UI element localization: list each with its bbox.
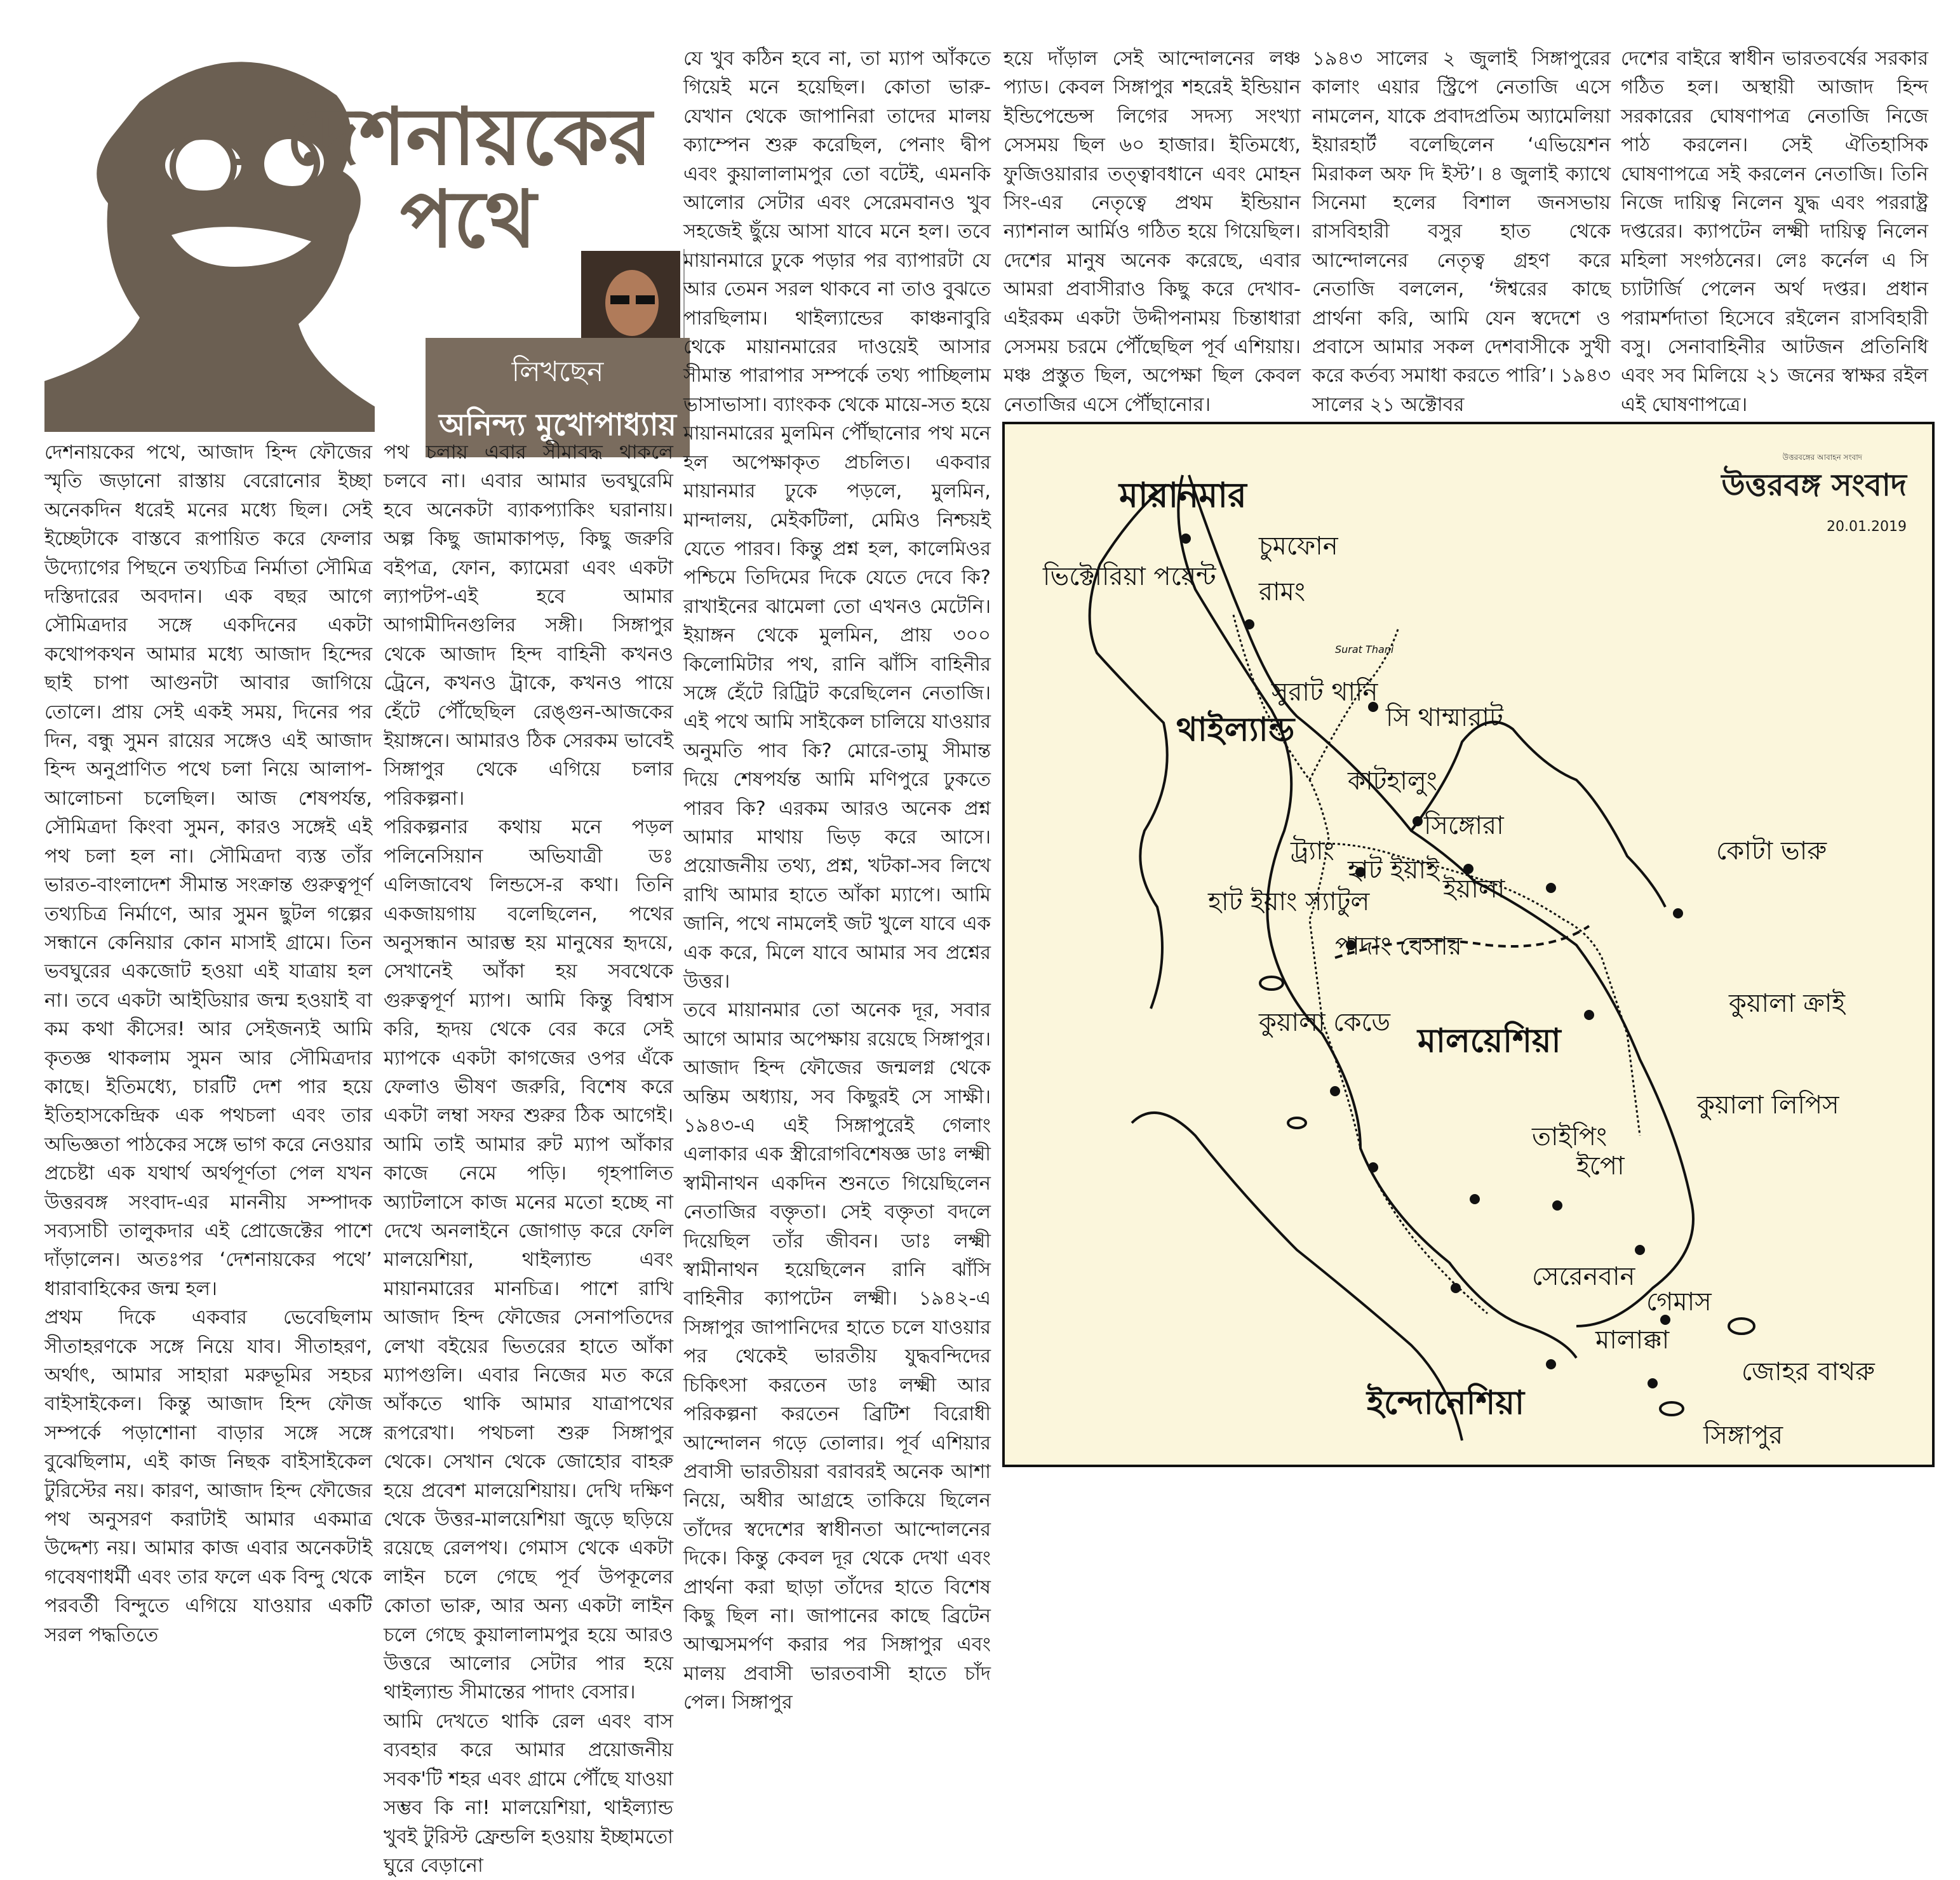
country-myanmar: মায়ানমার — [1119, 475, 1247, 515]
article-column-1: দেশনায়কের পথে, আজাদ হিন্দ ফৌজের স্মৃতি জড়ানো রাস্তায় বেরোনোর ইচ্ছা অনেকদিন ধরেই মনের মধ্যে ছিল। সেই ইচ্ছেটাকে বাস্তবে রূপায়িত করে ফেলার উদ্যোগের পিছনে তথ্যচিত্র নির্মাতা সৌমিত্র দস্তিদারের অবদান। এক বছর আগে সৌমিত্রদার সঙ্গে একদিনের একটা কথোপকথন আমার মধ্যে আজাদ হিন্দের ছাই চাপা আগুনটা আবার জাগিয়ে তোলে। প্রায় সেই একই সময়, দিনের পর দিন, বন্ধু সুমন রায়ের সঙ্গেও এই আজাদ হিন্দ অনুপ্রাণিত পথে চলা নিয়ে আলাপ-আলোচনা চলেছিল। আজ শেষপর্যন্ত, সৌমিত্রদা কিংবা সুমন, কারও সঙ্গেই এই পথ চলা হল না। সৌমিত্রদা ব্যস্ত তাঁর ভারত-বাংলাদেশ সীমান্ত সংক্রান্ত গুরুত্বপূর্ণ তথ্যচিত্র নির্মাণে, আর সুমন ছুটল গল্পের সন্ধানে কেনিয়ার কোন মাসাই গ্রামে। তিন ভবঘুরের একজোট হওয়া এই যাত্রায় হল না। তবে একটা আইডিয়ার জন্ম হওয়াই বা কম কথা কীসের! আর সেইজন্যই আমি কৃতজ্ঞ থাকলাম সুমন আর সৌমিত্রদার কাছে। ইতিমধ্যে, চারটি দেশ পার হয়ে ইতিহাসকেন্দ্রিক এক পথচলা এবং তার অভিজ্ঞতা পাঠকের সঙ্গে ভাগ করে নেওয়ার প্রচেষ্টা এক যথার্থ অর্থপূর্ণতা পেল যখন উত্তরবঙ্গ সংবাদ-এর মাননীয় সম্পাদক সব্যসাচী তালুকদার এই প্রোজেক্টের পাশে দাঁড়ালেন। অতঃপর ‘দেশনায়কের পথে’ ধারাবাহিকের জন্ম হল। প্রথম দিকে একবার ভেবেছিলাম সীতাহরণকে সঙ্গে নিয়ে যাব। সীতাহরণ, অর্থাৎ, আমার সাহারা মরুভূমির সহচর বাইসাইকেল। কিন্তু আজাদ হিন্দ ফৌজ সম্পর্কে পড়াশোনা বাড়ার সঙ্গে সঙ্গে বুঝেছিলাম, এই কাজ নিছক বাইসাইকেল টুরিস্টের নয়। কারণ, আজাদ হিন্দ ফৌজের পথ অনুসরণ করাটাই আমার একমাত্র উদ্দেশ্য নয়। আমার কাজ এবার অনেকটাই গবেষণাধর্মী এবং তার ফলে এক বিন্দু থেকে পরবর্তী বিন্দুতে এগিয়ে যাওয়ার একটি সরল পদ্ধতিতে — [44, 441, 372, 1646]
place-surat-thani-en: Surat Thani — [1335, 643, 1394, 655]
article-column-2: পথ চলায় এবার সীমাবদ্ধ থাকলে চলবে না। এবার আমার ভবঘুরেমি হবে অনেকটা ব্যাকপ্যাকিং ঘরানায়। অল্প কিছু জামাকাপড়, কিছু জরুরি বইপত্র, ফোন, ক্যামেরা এবং একটা ল্যাপটপ-এই হবে আমার আগামীদিনগুলির সঙ্গী। সিঙ্গাপুর থেকে আজাদ হিন্দ বাহিনী কখনও ট্রেনে, কখনও ট্রাকে, কখনও পায়ে হেঁটে পৌঁছেছিল রেঙ্গুন-আজকের ইয়াঙ্গনে। আমারও ঠিক সেরকম ভাবেই সিঙ্গাপুর থেকে এগিয়ে চলার পরিকল্পনা। পরিকল্পনার কথায় মনে পড়ল পলিনেসিয়ান অভিযাত্রী ডঃ এলিজাবেথ লিন্ডসে-র কথা। তিনি একজায়গায় বলেছিলেন, পথের অনুসন্ধান আরম্ভ হয় মানুষের হৃদয়ে, সেখানেই আঁকা হয় সবথেকে গুরুত্বপূর্ণ ম্যাপ। আমি কিন্তু বিশ্বাস করি, হৃদয় থেকে বের করে সেই ম্যাপকে একটা কাগজের ওপর এঁকে ফেলাও ভীষণ জরুরি, বিশেষ করে একটা লম্বা সফর শুরুর ঠিক আগেই। আমি তাই আমার রুট ম্যাপ আঁকার কাজে নেমে পড়ি। গৃহপালিত অ্যাটলাসে কাজ মনের মতো হচ্ছে না দেখে অনলাইনে জোগাড় করে ফেলি মালয়েশিয়া, থাইল্যান্ড এবং মায়ানমারের মানচিত্র। পাশে রাখি আজাদ হিন্দ ফৌজের সেনাপতিদের লেখা বইয়ের ভিতরের হাতে আঁকা ম্যাপগুলি। এবার নিজের মত করে আঁকতে থাকি আমার যাত্রাপথের রূপরেখা। পথচলা শুরু সিঙ্গাপুর থেকে। সেখান থেকে জোহোর বাহরু হয়ে প্রবেশ মালয়েশিয়ায়। দেখি দক্ষিণ থেকে উত্তর-মালয়েশিয়া জুড়ে ছড়িয়ে রয়েছে রেলপথ। গেমাস থেকে একটা লাইন চলে গেছে পূর্ব উপকূলের কোতা ভারু, আর অন্য একটা লাইন চলে গেছে কুয়ালালামপুর হয়ে আরও উত্তরে আলোর সেটার পার হয়ে থাইল্যান্ড সীমান্তের পাদাং বেসার। আমি দেখতে থাকি রেল এবং বাস ব্যবহার করে আমার প্রয়োজনীয় সবক'টি শহর এবং গ্রামে পৌঁছে যাওয়া সম্ভব কি না! মালয়েশিয়া, থাইল্যান্ড খুবই টুরিস্ট ফ্রেন্ডলি হওয়ায় ইচ্ছামতো ঘুরে বেড়ানো — [384, 441, 673, 1877]
brand-tagline: উত্তরবঙ্গের আবাহন সংবাদ — [1782, 453, 1862, 462]
place-singapore: সিঙ্গাপুর — [1703, 1421, 1783, 1450]
article-column-4: হয়ে দাঁড়াল সেই আন্দোলনের লঞ্চ প্যাড। কেবল সিঙ্গাপুর শহরেই ইন্ডিয়ান ইন্ডিপেন্ডেন্স লিগের সদস্য সংখ্যা সেসময় ছিল ৬০ হাজার। ইতিমধ্যে, ফুজিওয়ারার তত্ত্বাবধানে এবং মোহন সিং-এর নেতৃত্বে প্রথম ইন্ডিয়ান ন্যাশনাল আর্মিও গঠিত হয়ে গিয়েছিল। দেশের মানুষ অনেক করেছে, এবার আমরা প্রবাসীরাও কিছু করে দেখাব-এইরকম একটা উদ্দীপনাময় চিন্তাধারা সেসময় চরমে পৌঁছেছিল পূর্ব এশিয়ায়। মঞ্চ প্রস্তুত ছিল, অপেক্ষা ছিল কেবল নেতাজির এসে পৌঁছানোর। — [1003, 48, 1301, 416]
article-column-5: ১৯৪৩ সালের ২ জুলাই সিঙ্গাপুরের কালাং এয়ার স্ট্রিপে নেতাজি এসে নামলেন, যাকে প্রবাদপ্রতিম অ্যামেলিয়া ইয়ারহার্ট বলেছিলেন ‘এভিয়েশন মিরাকল অফ দি ইস্ট’। ৪ জুলাই ক্যাথে সিনেমা হলের বিশাল জনসভায় রাসবিহারী বসুর হাত থেকে আন্দোলনের নেতৃত্ব গ্রহণ করে নেতাজি বললেন, ‘ঈশ্বরের কাছে প্রার্থনা করি, আমি যেন স্বদেশে ও প্রবাসে আমার সকল দেশবাসীকে সুখী করে কর্তব্য সমাধা করতে পারি’। ১৯৪৩ সালের ২১ অক্টোবর — [1312, 48, 1611, 416]
place-singora: সিঙ্গোরা — [1424, 811, 1504, 840]
brand-name: উত্তরবঙ্গ সংবাদ — [1721, 467, 1907, 503]
place-johor-bahru: জোহর বাথরু — [1742, 1357, 1875, 1386]
place-victoria-point: ভিক্টোরিয়া পয়েন্ট — [1043, 562, 1216, 591]
place-trang: ট্র্যাং — [1291, 836, 1334, 866]
country-indonesia: ইন্দোনেশিয়া — [1367, 1384, 1525, 1422]
place-ipoh: ইপো — [1576, 1152, 1625, 1181]
country-malaysia: মালয়েশিয়া — [1418, 1022, 1561, 1060]
place-hat-yai-satun: হাট ইয়াং স্যাটুল — [1208, 887, 1370, 916]
header-title-line2: পথে — [400, 174, 537, 265]
place-taiping: তাইপিং — [1532, 1122, 1608, 1152]
place-kuala-kedah: কুয়ালা কেডে — [1259, 1008, 1390, 1037]
place-surat-thani: সুরাট থানি — [1272, 678, 1378, 707]
place-si-thammarat: সি থাম্মারাট — [1386, 703, 1503, 732]
place-seremban: সেরেনবান — [1532, 1262, 1635, 1291]
place-padang-besar: পাদাং বেসার — [1335, 932, 1462, 961]
byline-prefix: লিখছেন — [511, 356, 604, 388]
header-art — [44, 25, 676, 443]
article-column-3: যে খুব কঠিন হবে না, তা ম্যাপ আঁকতে গিয়েই মনে হয়েছিল। কোতা ভারু-যেখান থেকে জাপানিরা তাদের মালয় ক্যাম্পেন শুরু করেছিল, পেনাং দ্বীপ এবং কুয়ালালামপুর তো বটেই, এমনকি আলোর সেটার এবং সেরেমবানও খুব সহজেই ছুঁয়ে আসা যাবে মনে হল। তবে মায়ানমারে ঢুকে পড়ার পর ব্যাপারটা যে আর তেমন সরল থাকবে না তাও বুঝতে পারছিলাম। থাইল্যান্ডের কাঞ্চনাবুরি থেকে মায়ানমারের দাওয়েই আসার সীমান্ত পারাপার সম্পর্কে তথ্য পাচ্ছিলাম ভাসাভাসা। ব্যাংকক থেকে মায়ে-সত হয়ে মায়ানমারের মুলমিন পৌঁছানোর পথ মনে হল অপেক্ষাকৃত প্রচলিত। একবার মায়ানমার ঢুকে পড়লে, মুলমিন, মান্দালয়, মেইকটিলা, মেমিও নিশ্চয়ই যেতে পারব। কিন্তু প্রশ্ন হল, কালেমিওর পশ্চিমে তিদিমের দিকে যেতে দেবে কি? রাখাইনের ঝামেলা তো এখনও মেটেনি। ইয়াঙ্গন থেকে মুলমিন, প্রায় ৩০০ কিলোমিটার পথ, রানি ঝাঁসি বাহিনীর সঙ্গে হেঁটে রিট্রিট করেছিলেন নেতাজি। এই পথে আমি সাইকেল চালিয়ে যাওয়ার অনুমতি পাব কি? মোরে-তামু সীমান্ত দিয়ে শেষপর্যন্ত আমি মণিপুরে ঢুকতে পারব কি? এরকম আরও অনেক প্রশ্ন আমার মাথায় ভিড় করে আসে। প্রয়োজনীয় তথ্য, প্রশ্ন, খটকা-সব লিখে রাখি আমার হাতে আঁকা ম্যাপে। আমি জানি, পথে নামলেই জট খুলে যাবে এক এক করে, মিলে যাবে আমার সব প্রশ্নের উত্তর। তবে মায়ানমার তো অনেক দূর, সবার আগে আমার অপেক্ষায় রয়েছে সিঙ্গাপুর। আজাদ হিন্দ ফৌজের জন্মলগ্ন থেকে অন্তিম অধ্যায়, সব কিছুরই সে সাক্ষী। ১৯৪৩-এ এই সিঙ্গাপুরেই গেলাং এলাকার এক স্ত্রীরোগবিশেষজ্ঞ ডাঃ লক্ষ্মী স্বামীনাথন একদিন শুনতে গিয়েছিলেন নেতাজির বক্তৃতা। সেই বক্তৃতা বদলে দিয়েছিল তাঁর জীবন। ডাঃ লক্ষ্মী স্বামীনাথন হয়েছিলেন রানি ঝাঁসি বাহিনীর ক্যাপটেন লক্ষ্মী। ১৯৪২-এ সিঙ্গাপুর জাপানিদের হাতে চলে যাওয়ার পর থেকেই ভারতীয় যুদ্ধবন্দিদের চিকিৎসা করতেন ডাঃ লক্ষ্মী আর পরিকল্পনা করতেন ব্রিটিশ বিরোধী আন্দোলন গড়ে তোলার। পূর্ব এশিয়ার প্রবাসী ভারতীয়রা বরাবরই অনেক আশা নিয়ে, অধীর আগ্রহে তাকিয়ে ছিলেন তাঁদের স্বদেশের স্বাধীনতা আন্দোলনের দিকে। কিন্তু কেবল দূর থেকে দেখা এবং প্রার্থনা করা ছাড়া তাঁদের হাতে বিশেষ কিছু ছিল না। জাপানের কাছে ব্রিটেন আত্মসমর্পণ করার পর সিঙ্গাপুর এবং মালয় প্রবাসী ভারতবাসী হাতে চাঁদ পেল। সিঙ্গাপুর — [683, 48, 991, 1714]
header-title-line1: দেশনায়কের — [286, 91, 652, 183]
place-kota-bharu: কোটা ভারু — [1716, 836, 1827, 866]
place-kathalung: কাটহালুং — [1348, 767, 1438, 796]
place-yala: ইয়ালা — [1443, 875, 1505, 904]
place-chumphon: চুমফোন — [1259, 532, 1338, 561]
place-malacca: মালাক্কা — [1595, 1326, 1670, 1355]
route-map — [1002, 422, 1935, 1467]
byline-author: অনিন্দ্য মুখোপাধ্যায় — [439, 407, 676, 443]
place-gemas: গেমাস — [1646, 1287, 1712, 1317]
map-date: 20.01.2019 — [1827, 519, 1907, 535]
newspaper-brand — [1721, 453, 1907, 535]
article-column-6: দেশের বাইরে স্বাধীন ভারতবর্ষের সরকার গঠিত হল। অস্থায়ী আজাদ হিন্দ সরকারের ঘোষণাপত্র নেতাজি নিজে পাঠ করলেন। সেই ঐতিহাসিক ঘোষণাপত্রে সই করলেন নেতাজি। তিনি নিজে দায়িত্ব নিলেন যুদ্ধ এবং পররাষ্ট্র দপ্তরের। ক্যাপটেন লক্ষ্মী দায়িত্ব নিলেন মহিলা সংগঠনের। লেঃ কর্নেল এ সি চ্যাটার্জি পেলেন অর্থ দপ্তর। প্রধান পরামর্শদাতা হিসেবে রইলেন রাসবিহারী বসু। সেনাবাহিনীর আটজন প্রতিনিধি এবং সব মিলিয়ে ২১ জনের স্বাক্ষর রইল এই ঘোষণাপত্রে। — [1621, 48, 1928, 416]
place-kuala-lipis: কুয়ালা লিপিস — [1697, 1091, 1839, 1120]
country-thailand: থাইল্যান্ড — [1176, 711, 1295, 749]
place-kuala-krai: কুয়ালা ক্রাই — [1729, 989, 1846, 1018]
place-ranong: রামং — [1259, 577, 1306, 607]
place-hat-yai: হাট ইয়াই — [1348, 856, 1439, 885]
